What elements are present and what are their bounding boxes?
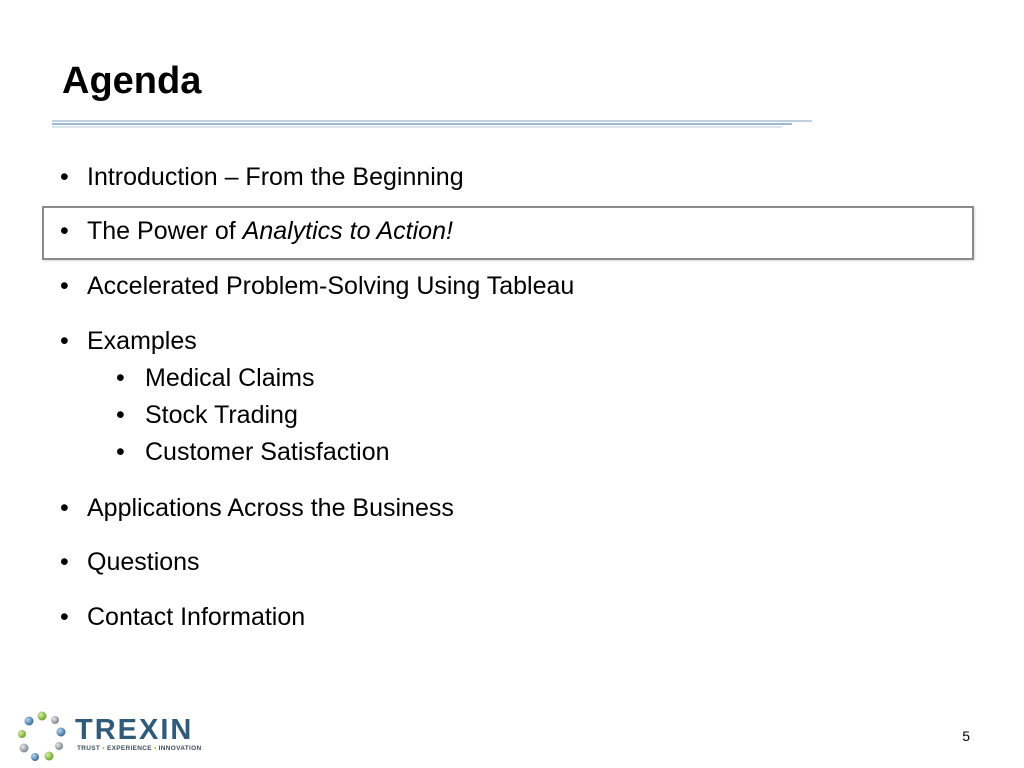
slide-title: Agenda xyxy=(62,60,202,102)
agenda-item xyxy=(60,547,200,577)
bullet-icon: • xyxy=(60,494,69,522)
agenda-subitem-label: Stock Trading xyxy=(145,401,298,429)
agenda-item-emphasis: Analytics to Action! xyxy=(242,217,453,245)
bullet-icon: • xyxy=(60,327,69,355)
bullet-icon: • xyxy=(60,603,69,631)
agenda-item-label: Introduction – From the Beginning xyxy=(87,163,464,191)
tagline-separator: • xyxy=(153,745,157,752)
agenda-item-label: Examples xyxy=(87,327,197,355)
agenda-subitem-label: Medical Claims xyxy=(145,364,315,392)
bullet-icon: • xyxy=(60,272,69,300)
agenda-subitem xyxy=(116,363,314,393)
agenda-item-label: Accelerated Problem-Solving Using Tableau xyxy=(87,272,575,300)
agenda-item xyxy=(60,326,197,356)
agenda-item xyxy=(60,271,574,301)
bullet-icon: • xyxy=(60,548,69,576)
agenda-item xyxy=(60,602,305,632)
logo-tagline xyxy=(77,745,202,752)
logo-dots-icon xyxy=(16,710,68,764)
bullet-icon: • xyxy=(116,438,125,466)
agenda-item-label: The Power of xyxy=(87,217,243,245)
bullet-icon: • xyxy=(60,163,69,191)
logo-name: TREXIN xyxy=(75,714,194,746)
agenda-item-label: Contact Information xyxy=(87,603,306,631)
agenda-item-label: Applications Across the Business xyxy=(87,494,454,522)
agenda-item xyxy=(60,493,454,523)
agenda-item xyxy=(60,162,464,192)
tagline-word: EXPERIENCE xyxy=(106,745,152,752)
bullet-icon: • xyxy=(116,364,125,392)
title-divider xyxy=(52,118,812,130)
agenda-item-label: Questions xyxy=(87,548,200,576)
agenda-subitem xyxy=(116,437,390,467)
tagline-word: TRUST xyxy=(77,745,101,752)
company-logo xyxy=(16,710,206,764)
agenda-subitem xyxy=(116,400,298,430)
agenda-subitem-label: Customer Satisfaction xyxy=(145,438,390,466)
tagline-separator: • xyxy=(102,745,105,752)
tagline-word: INNOVATION xyxy=(158,745,202,752)
agenda-item-highlighted xyxy=(60,216,453,246)
bullet-icon: • xyxy=(60,217,69,245)
page-number: 5 xyxy=(962,728,970,744)
bullet-icon: • xyxy=(116,401,125,429)
